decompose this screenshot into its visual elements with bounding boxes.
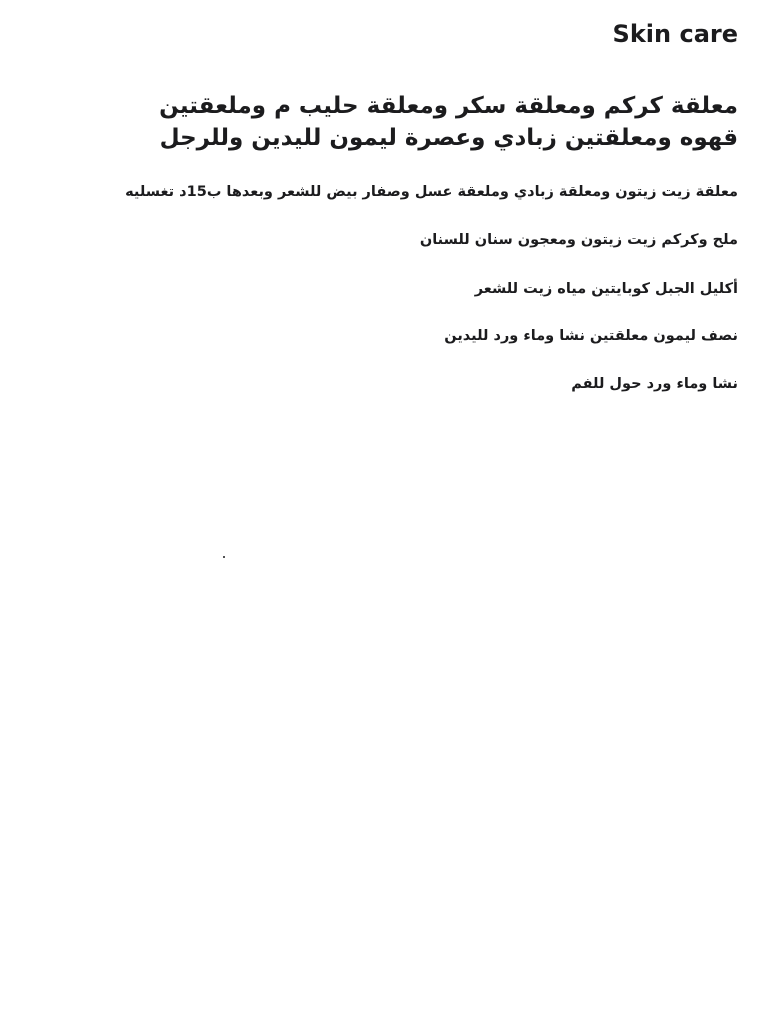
note-line-hair-mask: معلقة زيت زيتون ومعلقة زبادي وملعقة عسل وصفار بيض للشعر وبعدها ب15د تغسليه <box>125 184 738 200</box>
note-title: Skin care <box>612 20 738 48</box>
stray-period <box>223 556 225 558</box>
note-line-hands: نصف ليمون معلقتين نشا وماء ورد لليدين <box>444 328 738 344</box>
note-line-mouth: نشا وماء ورد حول للفم <box>571 376 738 392</box>
note-line-rosemary: أكليل الجبل كوبايتين مياه زيت للشعر <box>474 281 738 297</box>
note-line-teeth: ملح وكركم زيت زيتون ومعجون سنان للسنان <box>419 232 738 248</box>
note-heading: معلقة كركم ومعلقة سكر ومعلقة حليب م وملعقتين قهوه ومعلقتين زبادي وعصرة ليمون لليدين وللرجل <box>159 93 738 151</box>
